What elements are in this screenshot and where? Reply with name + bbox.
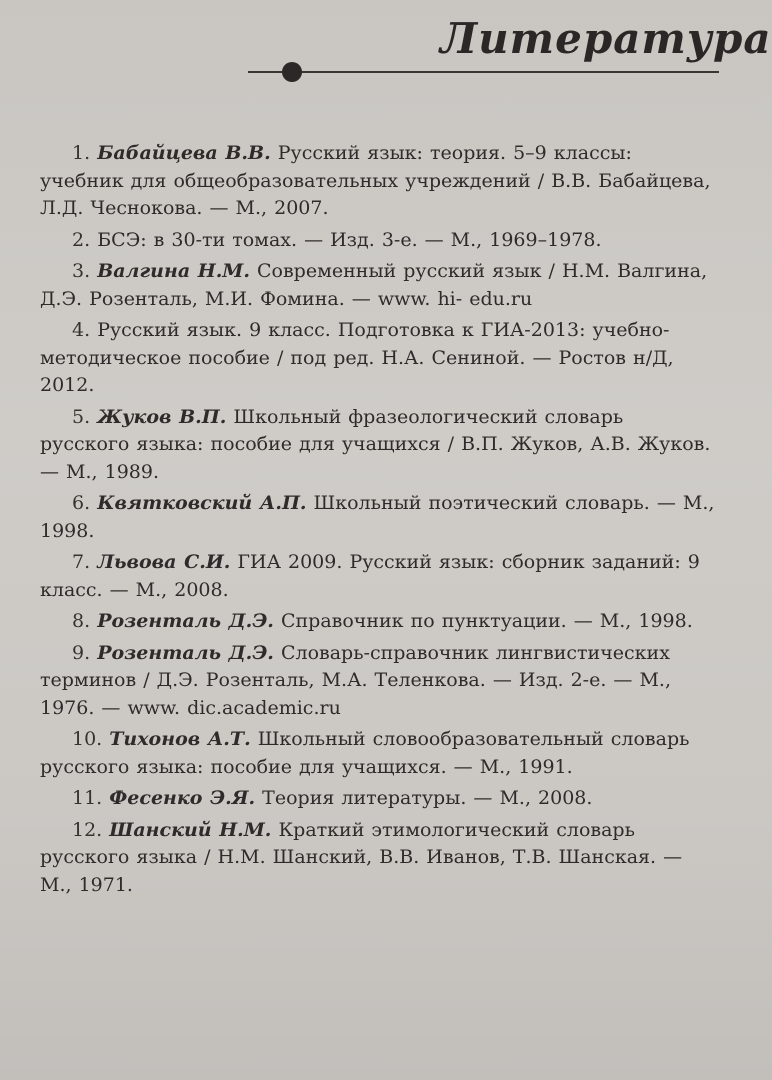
reference-author: Квятковский А.П.	[97, 492, 307, 514]
section-title: Литература	[440, 14, 772, 63]
reference-number: 8.	[72, 610, 91, 632]
reference-item	[40, 549, 716, 604]
reference-item	[40, 490, 716, 545]
reference-author: Розенталь Д.Э.	[97, 641, 274, 664]
reference-author: Жуков В.П.	[97, 405, 227, 428]
reference-author: Бабайцева В.В.	[97, 142, 271, 164]
reference-text: Русский язык. 9 класс. Подготовка к ГИА-2013: учебно-методическое пособие / под ред. Н.А. Сениной. — Ростов н/Д, 2012.	[40, 319, 674, 396]
reference-number: 10.	[72, 728, 103, 750]
reference-number: 12.	[72, 818, 103, 841]
reference-text: Справочник по пунктуации. — М., 1998.	[273, 610, 693, 632]
reference-list	[40, 140, 716, 903]
reference-number: 2.	[72, 228, 91, 251]
reference-number: 5.	[72, 405, 91, 428]
reference-text: Словарь-справочник лингвистических терминов / Д.Э. Розенталь, М.А. Теленкова. — Изд. 2-е. — М., 1976. — www. dic.academic.ru	[40, 641, 671, 719]
reference-text: ГИА 2009. Русский язык: сборник заданий: 9 класс. — М., 2008.	[40, 551, 700, 601]
reference-item	[40, 227, 716, 255]
reference-author: Валгина Н.М.	[97, 260, 250, 282]
reference-number: 9.	[72, 641, 91, 664]
reference-item	[40, 785, 716, 813]
reference-item	[40, 817, 716, 900]
header-bullet-icon	[282, 62, 302, 82]
reference-author: Тихонов А.Т.	[109, 728, 251, 750]
reference-item	[40, 317, 716, 400]
reference-item	[40, 404, 716, 487]
reference-number: 6.	[72, 492, 91, 514]
reference-author: Фесенко Э.Я.	[109, 787, 256, 809]
reference-item	[40, 726, 716, 781]
page-header	[0, 0, 772, 100]
reference-author: Шанский Н.М.	[109, 818, 272, 841]
reference-item	[40, 640, 716, 723]
reference-number: 11.	[72, 787, 103, 809]
reference-number: 4.	[72, 319, 91, 341]
reference-text: БСЭ: в 30-ти томах. — Изд. 3-е. — М., 1969–1978.	[97, 228, 602, 251]
reference-author: Розенталь Д.Э.	[97, 610, 274, 632]
reference-item	[40, 140, 716, 223]
header-rule	[248, 71, 719, 73]
reference-author: Львова С.И.	[97, 551, 231, 573]
reference-number: 3.	[72, 260, 91, 282]
reference-text: Школьный фразеологический словарь русского языка: пособие для учащихся / В.П. Жуков, А.В. Жуков. — М., 1989.	[40, 405, 711, 483]
reference-text: Теория литературы. — М., 2008.	[255, 787, 593, 809]
reference-text: Современный русский язык / Н.М. Валгина, Д.Э. Розенталь, М.И. Фомина. — www. hi- edu.ru	[40, 260, 708, 310]
reference-text: Краткий этимологический словарь русского языка / Н.М. Шанский, В.В. Иванов, Т.В. Шанская. — М., 1971.	[40, 818, 683, 896]
reference-number: 7.	[72, 551, 91, 573]
reference-number: 1.	[72, 142, 91, 164]
reference-text: Русский язык: теория. 5–9 классы: учебник для общеобразовательных учреждений / В.В. Бабайцева, Л.Д. Чеснокова. — М., 2007.	[40, 142, 711, 219]
reference-item	[40, 608, 716, 636]
reference-item	[40, 258, 716, 313]
reference-text: Школьный словообразовательный словарь русского языка: пособие для учащихся. — М., 1991.	[40, 728, 690, 778]
reference-text: Школьный поэтический словарь. — М., 1998.	[40, 492, 715, 542]
